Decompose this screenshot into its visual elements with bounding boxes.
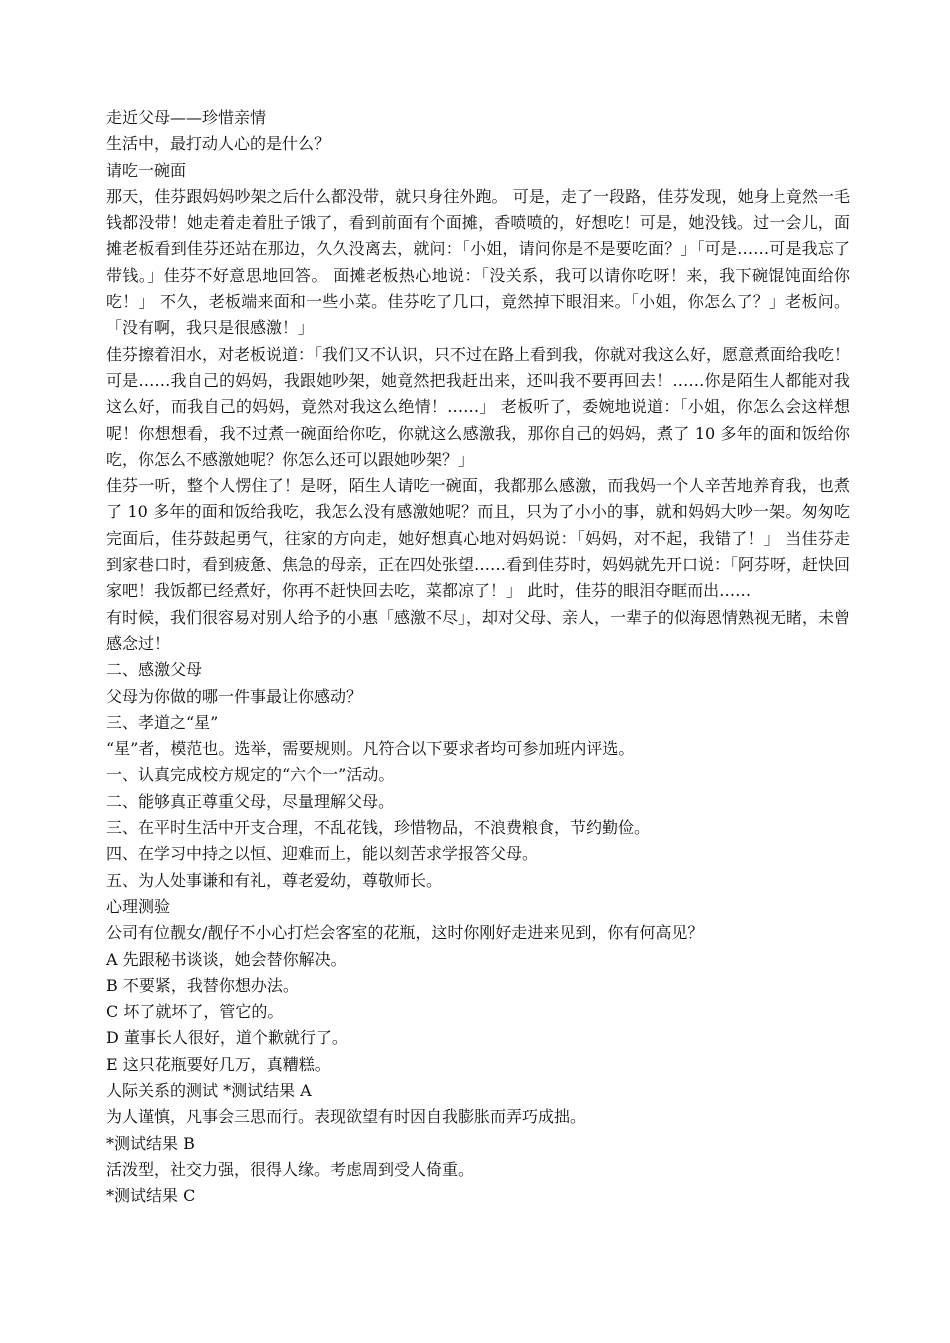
story-paragraph-1: 那天，佳芬跟妈妈吵架之后什么都没带，就只身往外跑。 可是，走了一段路，佳芬发现，她身上竟然一毛钱都没带！她走着走着肚子饿了，看到前面有个面摊，香喷喷的，好想吃！可是，她没钱。过一会儿，面摊老板看到佳芬还站在那边，久久没离去，就问：「小姐，请问你是不是要吃面？」「可是……可是我忘了带钱。」佳芬不好意思地回答。 面摊老板热心地说：「没关系，我可以请你吃呀！来，我下碗馄饨面给你吃！」 不久，老板端来面和一些小菜。佳芬吃了几口，竟然掉下眼泪来。「小姐，你怎么了？」老板问。 「没有啊，我只是很感激！」 — [106, 186, 850, 338]
section-3-intro: “星”者，模范也。选举，需要规则。凡符合以下要求者均可参加班内评选。 — [106, 739, 635, 759]
story-paragraph-3: 佳芬一听，整个人愣住了！是呀，陌生人请吃一碗面，我都那么感激，而我妈一个人辛苦地养育我，也煮了 10 多年的面和饭给我吃，我怎么没有感激她呢？而且，只为了小小的事，就和妈妈大吵一架。匆匆吃完面后，佳芬鼓起勇气，往家的方向走，她好想真心地对妈妈说：「妈妈，对不起，我错了！」 当佳芬走到家巷口时，看到疲惫、焦急的母亲，正在四处张望……看到佳芬时，妈妈就先开口说：「阿芬呀，赶快回家吧！我饭都已经煮好，你再不赶快回去吃，菜都凉了！」 此时，佳芬的眼泪夺眶而出…… — [106, 476, 851, 601]
story-title: 请吃一碗面 — [106, 160, 187, 180]
quiz-option: C 坏了就坏了，管它的。 — [106, 1002, 284, 1022]
rule-item: 五、为人处事谦和有礼，尊老爱幼，尊敬师长。 — [106, 870, 443, 890]
rule-item: 三、在平时生活中开支合理，不乱花钱，珍惜物品，不浪费粮食，节约勤俭。 — [106, 818, 651, 838]
result-b-label: *测试结果 B — [106, 1133, 195, 1153]
section-2-title: 二、感激父母 — [106, 660, 203, 680]
document-page — [106, 105, 850, 1209]
quiz-option: E 这只花瓶要好几万，真糟糕。 — [106, 1054, 331, 1074]
result-b-text: 活泼型，社交力强，很得人缘。考虑周到受人倚重。 — [106, 1159, 475, 1179]
quiz-title: 心理测验 — [106, 896, 171, 916]
result-c-label: *测试结果 C — [106, 1186, 196, 1206]
document-title: 走近父母——珍惜亲情 — [106, 108, 267, 127]
story-paragraph-4: 有时候，我们很容易对别人给予的小惠「感激不尽」，却对父母、亲人，一辈子的似海恩情熟视无睹，未曾感念过！ — [106, 607, 851, 653]
rule-item: 二、能够真正尊重父母，尽量理解父母。 — [106, 791, 395, 811]
quiz-option: D 董事长人很好，道个歉就行了。 — [106, 1028, 348, 1048]
rule-item: 四、在学习中持之以恒、迎难而上，能以刻苦求学报答父母。 — [106, 844, 539, 864]
section-2-question: 父母为你做的哪一件事最让你感动？ — [106, 686, 363, 706]
quiz-option: A 先跟秘书谈谈，她会替你解决。 — [106, 949, 347, 969]
story-paragraph-2: 佳芬擦着泪水，对老板说道：「我们又不认识，只不过在路上看到我，你就对我这么好，愿意煮面给我吃！可是……我自己的妈妈，我跟她吵架，她竟然把我赶出来，还叫我不要再回去！……你是陌生人都能对我这么好，而我自己的妈妈，竟然对我这么绝情！……」 老板听了，委婉地说道：「小姐，你怎么会这样想呢！你想想看，我不过煮一碗面给你吃，你就这么感激我，那你自己的妈妈，煮了 10 多年的面和饭给你吃，你怎么不感激她呢？你怎么还可以跟她吵架？」 — [106, 344, 851, 469]
result-a-text: 为人谨慎，凡事会三思而行。表现欲望有时因自我膨胀而弄巧成拙。 — [106, 1107, 587, 1127]
quiz-option: B 不要紧，我替你想办法。 — [106, 975, 299, 995]
result-header: 人际关系的测试 *测试结果 A — [106, 1080, 312, 1100]
rule-item: 一、认真完成校方规定的“六个一”活动。 — [106, 765, 395, 785]
opening-question: 生活中，最打动人心的是什么？ — [106, 134, 331, 154]
quiz-question: 公司有位靓女/靓仔不小心打烂会客室的花瓶，这时你刚好走进来见到，你有何高见？ — [106, 923, 704, 943]
section-3-title: 三、孝道之“星” — [106, 712, 219, 732]
